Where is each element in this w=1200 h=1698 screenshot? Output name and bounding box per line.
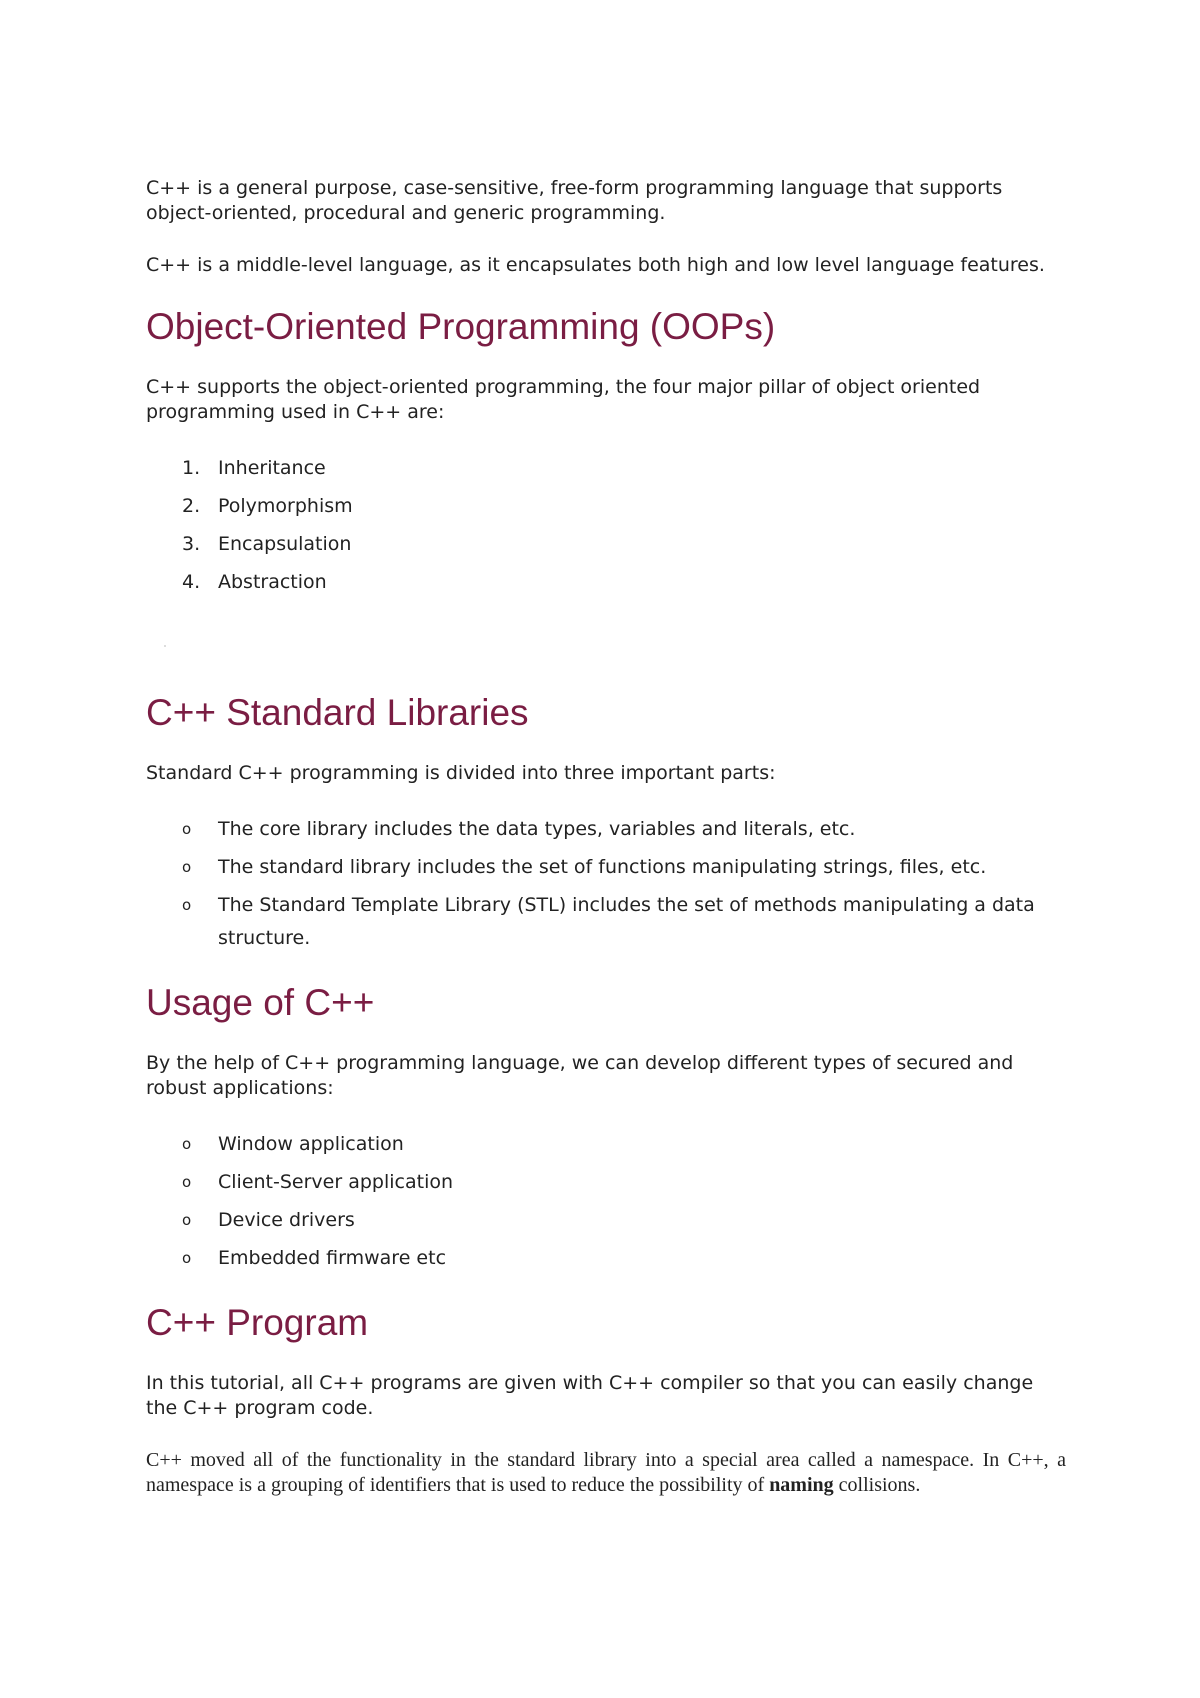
list-item [146, 1128, 1066, 1161]
usage-applications-list [146, 1128, 1066, 1275]
list-item-label: The Standard Template Library (STL) includes the set of methods manipulating a data structure. [218, 894, 1035, 949]
list-item-label: The standard library includes the set of functions manipulating strings, files, etc. [218, 856, 987, 878]
stray-dot [164, 645, 166, 647]
oop-paragraph: C++ supports the object-oriented programming, the four major pillar of object oriented programming used in C++ are: [146, 376, 981, 423]
oop-pillars-list [146, 452, 1066, 599]
document-page [146, 176, 1066, 1498]
bullet-icon: o [182, 1211, 192, 1229]
list-item-label: The core library includes the data types, variables and literals, etc. [218, 818, 856, 840]
oop-heading: Object-Oriented Programming (OOPs) [146, 306, 776, 347]
list-item-label: Inheritance [218, 457, 326, 479]
list-item [146, 851, 1066, 884]
list-item [146, 1204, 1066, 1237]
program-heading: C++ Program [146, 1302, 369, 1343]
list-item-label: Window application [218, 1133, 404, 1155]
list-item-label: Abstraction [218, 571, 327, 593]
list-number: 1. [182, 457, 201, 479]
list-item [146, 452, 1066, 485]
list-item-label: Embedded firmware etc [218, 1247, 447, 1269]
list-item [146, 528, 1066, 561]
usage-heading: Usage of C++ [146, 982, 375, 1023]
list-item-label: Polymorphism [218, 495, 353, 517]
list-item [146, 1166, 1066, 1199]
list-item [146, 490, 1066, 523]
namespace-text-end: collisions. [833, 1474, 921, 1496]
intro-paragraph-1: C++ is a general purpose, case-sensitive, free-form programming language that supports object-oriented, procedural and generic programming. [146, 177, 1003, 224]
bullet-icon: o [182, 896, 192, 914]
stdlib-parts-list [146, 813, 1066, 955]
list-item [146, 889, 1066, 955]
namespace-text-start: C++ moved all of the functionality in the standard library into a special area called a namespace. In C++, a namespace is a grouping of identifiers that is used to reduce the possibility of [146, 1449, 1066, 1496]
intro-paragraph-2: C++ is a middle-level language, as it encapsulates both high and low level language features. [146, 254, 1045, 276]
bullet-icon: o [182, 820, 192, 838]
list-item-label: Client-Server application [218, 1171, 454, 1193]
bullet-icon: o [182, 1249, 192, 1267]
list-number: 4. [182, 571, 201, 593]
list-item-label: Encapsulation [218, 533, 352, 555]
list-number: 3. [182, 533, 201, 555]
stdlib-heading: C++ Standard Libraries [146, 692, 529, 733]
bullet-icon: o [182, 1135, 192, 1153]
usage-paragraph: By the help of C++ programming language, we can develop different types of secured and robust applications: [146, 1052, 1014, 1099]
namespace-bold-word: naming [769, 1474, 834, 1496]
bullet-icon: o [182, 1173, 192, 1191]
list-item [146, 813, 1066, 846]
blank-space [146, 625, 1066, 691]
list-item [146, 1242, 1066, 1275]
namespace-paragraph [146, 1448, 1066, 1498]
bullet-icon: o [182, 858, 192, 876]
list-item-label: Device drivers [218, 1209, 355, 1231]
program-paragraph: In this tutorial, all C++ programs are given with C++ compiler so that you can easily change the C++ program code. [146, 1372, 1034, 1419]
list-number: 2. [182, 495, 201, 517]
stdlib-paragraph: Standard C++ programming is divided into three important parts: [146, 762, 776, 784]
list-item [146, 566, 1066, 599]
